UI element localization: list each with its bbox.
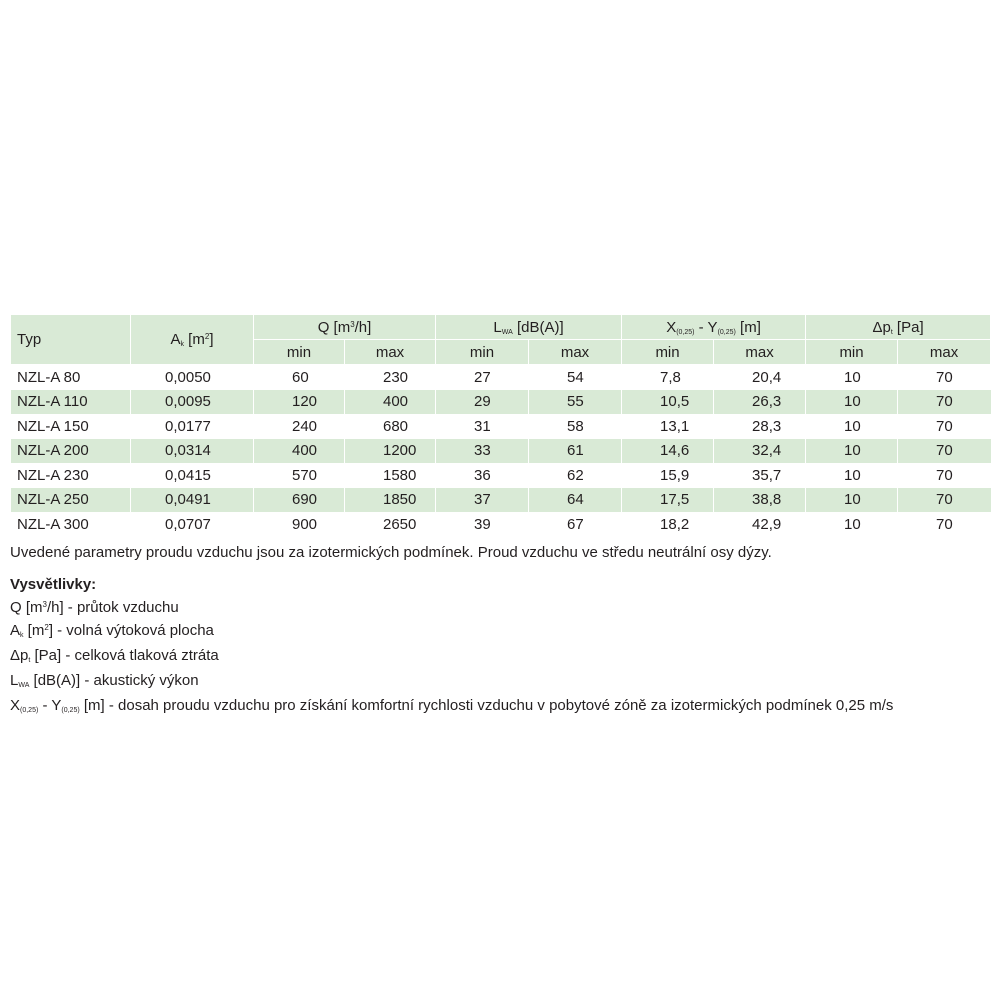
cell-typ: NZL-A 110 <box>11 390 131 415</box>
cell-dp-min: 10 <box>806 414 898 439</box>
cell-xy-max: 38,8 <box>714 488 806 513</box>
table-row <box>11 439 991 464</box>
table-row <box>11 390 991 415</box>
document <box>10 314 990 721</box>
cell-dp-min: 10 <box>806 463 898 488</box>
cell-q-min: 120 <box>254 390 345 415</box>
cell-xy-max: 42,9 <box>714 512 806 537</box>
table-row <box>11 488 991 513</box>
header-dp-max: max <box>898 340 991 365</box>
table-row <box>11 365 991 390</box>
cell-q-min: 240 <box>254 414 345 439</box>
cell-ak: 0,0707 <box>131 512 254 537</box>
cell-lwa-min: 39 <box>436 512 529 537</box>
legend-lwa: $L_{WA}$ [dB(A)] - akustický výkon <box>10 671 199 689</box>
cell-xy-min: 14,6 <box>622 439 714 464</box>
cell-xy-max: 32,4 <box>714 439 806 464</box>
cell-ak: 0,0177 <box>131 414 254 439</box>
cell-lwa-max: 54 <box>529 365 622 390</box>
note-text: Uvedené parametry proudu vzduchu jsou za izotermických podmínek. Proud vzduchu ve středu neutrální osy dýzy. <box>10 543 772 561</box>
cell-q-max: 680 <box>345 414 436 439</box>
cell-lwa-min: 36 <box>436 463 529 488</box>
legend-title: Vysvětlivky: <box>10 575 97 593</box>
cell-typ: NZL-A 150 <box>11 414 131 439</box>
cell-typ: NZL-A 250 <box>11 488 131 513</box>
cell-q-max: 230 <box>345 365 436 390</box>
parameters-table <box>10 314 991 537</box>
cell-lwa-max: 58 <box>529 414 622 439</box>
cell-xy-min: 18,2 <box>622 512 714 537</box>
cell-xy-max: 35,7 <box>714 463 806 488</box>
header-xy-min: min <box>622 340 714 365</box>
cell-xy-max: 20,4 <box>714 365 806 390</box>
cell-dp-min: 10 <box>806 390 898 415</box>
cell-q-max: 1580 <box>345 463 436 488</box>
cell-xy-min: 13,1 <box>622 414 714 439</box>
header-lwa: $L_{WA}$ [dB(A)] <box>436 315 622 340</box>
legend-q: Q $[m^3/h]$ - průtok vzduchu <box>10 598 179 616</box>
cell-lwa-min: 37 <box>436 488 529 513</box>
cell-typ: NZL-A 300 <box>11 512 131 537</box>
cell-q-max: 1200 <box>345 439 436 464</box>
cell-dp-min: 10 <box>806 512 898 537</box>
cell-dp-min: 10 <box>806 439 898 464</box>
cell-q-max: 1850 <box>345 488 436 513</box>
header-xy-max: max <box>714 340 806 365</box>
cell-q-min: 570 <box>254 463 345 488</box>
cell-lwa-min: 31 <box>436 414 529 439</box>
cell-dp-max: 70 <box>898 390 991 415</box>
cell-xy-max: 28,3 <box>714 414 806 439</box>
cell-xy-min: 7,8 <box>622 365 714 390</box>
table-row <box>11 512 991 537</box>
cell-lwa-max: 67 <box>529 512 622 537</box>
cell-q-min: 400 <box>254 439 345 464</box>
table-header <box>11 315 991 365</box>
cell-q-min: 690 <box>254 488 345 513</box>
cell-dp-min: 10 <box>806 488 898 513</box>
cell-lwa-max: 61 <box>529 439 622 464</box>
cell-xy-max: 26,3 <box>714 390 806 415</box>
cell-ak: 0,0491 <box>131 488 254 513</box>
header-ak: $A_k$ $[m^2]$ <box>131 315 254 365</box>
cell-xy-min: 10,5 <box>622 390 714 415</box>
legend-ak: $A_k$ $[m^2]$ - volná výtoková plocha <box>10 621 214 639</box>
cell-q-max: 400 <box>345 390 436 415</box>
header-lwa-max: max <box>529 340 622 365</box>
cell-ak: 0,0314 <box>131 439 254 464</box>
cell-typ: NZL-A 200 <box>11 439 131 464</box>
legend-xy: $X_{(0,25)} - Y_{(0,25)}$ [m] - dosah proudu vzduchu pro získání komfortní rychlosti vzduchu v pobytové zóně za izotermických podmínek 0,25 m/s <box>10 696 894 714</box>
header-dp: $\Delta p_t$ [Pa] <box>806 315 991 340</box>
header-q-max: max <box>345 340 436 365</box>
cell-lwa-min: 29 <box>436 390 529 415</box>
cell-lwa-max: 64 <box>529 488 622 513</box>
header-xy: $X_{(0,25)} - Y_{(0,25)}$ [m] <box>622 315 806 340</box>
cell-xy-min: 17,5 <box>622 488 714 513</box>
cell-dp-max: 70 <box>898 463 991 488</box>
cell-lwa-max: 55 <box>529 390 622 415</box>
cell-ak: 0,0050 <box>131 365 254 390</box>
header-q: Q $[m^3/h]$ <box>254 315 436 340</box>
cell-lwa-min: 33 <box>436 439 529 464</box>
cell-lwa-max: 62 <box>529 463 622 488</box>
cell-ak: 0,0095 <box>131 390 254 415</box>
table-row <box>11 463 991 488</box>
header-dp-min: min <box>806 340 898 365</box>
cell-lwa-min: 27 <box>436 365 529 390</box>
cell-xy-min: 15,9 <box>622 463 714 488</box>
cell-ak: 0,0415 <box>131 463 254 488</box>
cell-dp-max: 70 <box>898 414 991 439</box>
cell-q-min: 60 <box>254 365 345 390</box>
header-typ <box>11 315 131 365</box>
table-row <box>11 414 991 439</box>
cell-q-max: 2650 <box>345 512 436 537</box>
header-lwa-min: min <box>436 340 529 365</box>
cell-q-min: 900 <box>254 512 345 537</box>
cell-dp-max: 70 <box>898 365 991 390</box>
cell-typ: NZL-A 230 <box>11 463 131 488</box>
header-q-min: min <box>254 340 345 365</box>
header-typ-label: Typ <box>17 331 42 348</box>
cell-dp-max: 70 <box>898 488 991 513</box>
table-body <box>11 365 991 537</box>
cell-typ: NZL-A 80 <box>11 365 131 390</box>
legend-dp: $\Delta p_t$ [Pa] - celková tlaková ztráta <box>10 646 219 664</box>
cell-dp-max: 70 <box>898 439 991 464</box>
cell-dp-min: 10 <box>806 365 898 390</box>
cell-dp-max: 70 <box>898 512 991 537</box>
